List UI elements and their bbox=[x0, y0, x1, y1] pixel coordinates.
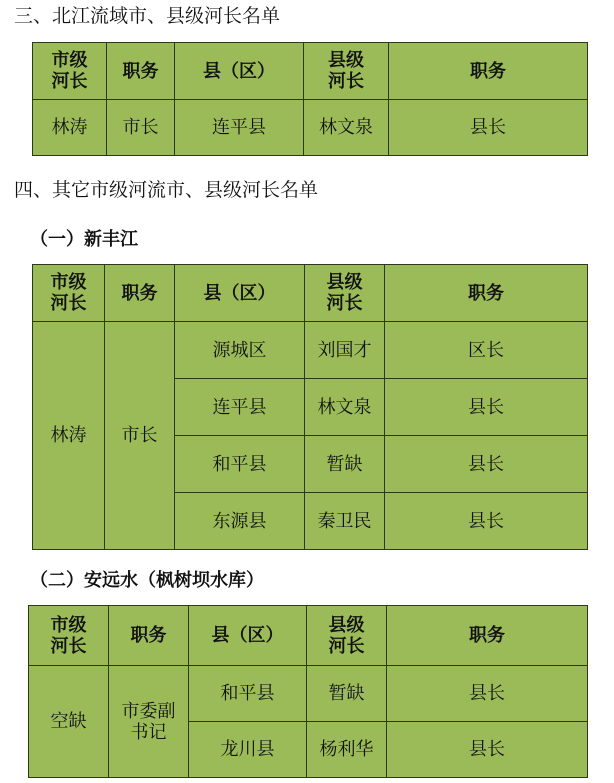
section-4-title: 四、其它市级河流市、县级河长名单 bbox=[14, 179, 319, 201]
county-cell: 连平县 bbox=[175, 100, 304, 156]
section-3-title: 三、北江流域市、县级河长名单 bbox=[14, 5, 281, 27]
county-cell: 龙川县 bbox=[189, 722, 307, 778]
county-chief-cell: 林文泉 bbox=[304, 100, 389, 156]
county-post-cell: 县长 bbox=[385, 436, 588, 493]
header-post-2: 职务 bbox=[387, 606, 588, 666]
city-chief-cell: 空缺 bbox=[29, 666, 109, 778]
header-city-chief: 市级 河长 bbox=[33, 265, 105, 322]
table-beijiang bbox=[32, 42, 588, 156]
city-chief-cell: 林涛 bbox=[33, 100, 107, 156]
table-anyuanshui bbox=[28, 605, 588, 778]
county-post-cell: 县长 bbox=[385, 379, 588, 436]
county-chief-cell: 暂缺 bbox=[307, 666, 387, 722]
table-header-row bbox=[29, 606, 588, 666]
county-chief-cell: 暂缺 bbox=[305, 436, 385, 493]
county-cell: 源城区 bbox=[175, 322, 305, 379]
subsection-1-title: （一）新丰江 bbox=[30, 229, 138, 250]
header-county-chief: 县级 河长 bbox=[307, 606, 387, 666]
table-row bbox=[33, 100, 588, 156]
header-post-2: 职务 bbox=[385, 265, 588, 322]
county-cell: 和平县 bbox=[175, 436, 305, 493]
header-city-chief: 市级 河长 bbox=[33, 43, 107, 100]
county-cell: 连平县 bbox=[175, 379, 305, 436]
table-header-row bbox=[33, 43, 588, 100]
county-post-cell: 县长 bbox=[389, 100, 588, 156]
header-post-2: 职务 bbox=[389, 43, 588, 100]
table-row bbox=[33, 322, 588, 379]
header-city-chief: 市级 河长 bbox=[29, 606, 109, 666]
header-county-chief: 县级 河长 bbox=[305, 265, 385, 322]
county-post-cell: 区长 bbox=[385, 322, 588, 379]
header-post: 职务 bbox=[109, 606, 189, 666]
header-post: 职务 bbox=[105, 265, 175, 322]
county-post-cell: 县长 bbox=[387, 666, 588, 722]
county-post-cell: 县长 bbox=[387, 722, 588, 778]
county-chief-cell: 刘国才 bbox=[305, 322, 385, 379]
county-chief-cell: 杨利华 bbox=[307, 722, 387, 778]
header-county: 县（区） bbox=[189, 606, 307, 666]
county-cell: 和平县 bbox=[189, 666, 307, 722]
table-row bbox=[29, 666, 588, 722]
table-header-row bbox=[33, 265, 588, 322]
header-county: 县（区） bbox=[175, 265, 305, 322]
header-county: 县（区） bbox=[175, 43, 304, 100]
city-post-cell: 市委副 书记 bbox=[109, 666, 189, 778]
city-post-cell: 市长 bbox=[107, 100, 175, 156]
table-xinfengjiang bbox=[32, 264, 588, 550]
header-county-chief: 县级 河长 bbox=[304, 43, 389, 100]
subsection-2-title: （二）安远水（枫树坝水库） bbox=[30, 570, 264, 591]
city-post-cell: 市长 bbox=[105, 322, 175, 550]
city-chief-cell: 林涛 bbox=[33, 322, 105, 550]
county-cell: 东源县 bbox=[175, 493, 305, 550]
county-post-cell: 县长 bbox=[385, 493, 588, 550]
header-post: 职务 bbox=[107, 43, 175, 100]
county-chief-cell: 秦卫民 bbox=[305, 493, 385, 550]
county-chief-cell: 林文泉 bbox=[305, 379, 385, 436]
